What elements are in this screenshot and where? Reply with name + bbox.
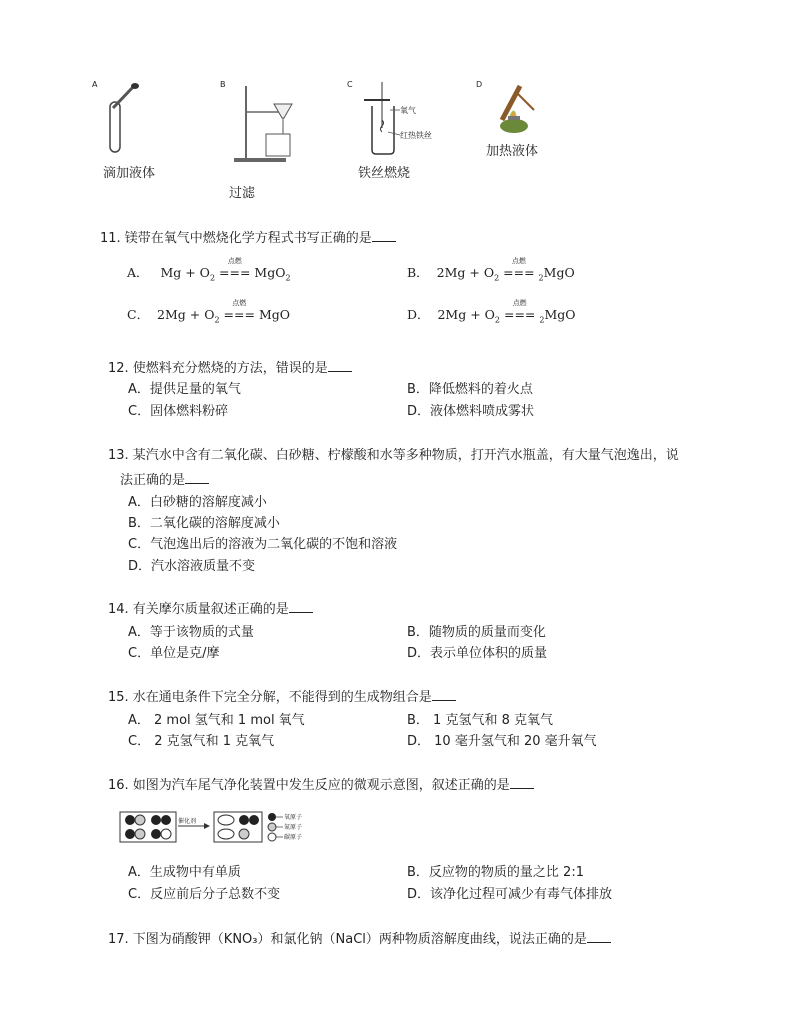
answer-blank [372,229,396,242]
q16-option-a[interactable]: A．生成物中有单质 [128,865,241,880]
q14-option-d[interactable]: D．表示单位体积的质量 [407,646,548,661]
figure-letter-a: A [92,80,98,89]
q11-option-b[interactable]: B． $2Mg + O_2$ 点燃 === $_2$MgO [407,257,575,283]
q12-stem: 12. 使燃料充分燃烧的方法，错误的是 [108,357,352,376]
q14-option-b[interactable]: B．随物质的质量而变化 [407,625,546,640]
q13-option-d[interactable]: D．汽水溶液质量不变 [128,559,256,574]
q11-option-d[interactable]: D． $2Mg + O_2$ 点燃 === $_2$MgO [407,299,576,325]
q14-option-c[interactable]: C．单位是克/摩 [128,646,220,661]
q15-option-c[interactable]: C． 2 克氢气和 1 克氧气 [128,734,275,749]
q13-stem-line2: 法正确的是 [120,469,209,488]
q12-option-c[interactable]: C．固体燃料粉碎 [128,404,229,419]
heating-liquid-figure [490,80,540,136]
answer-blank [587,930,611,943]
figure-letter-d: D [476,80,483,89]
dropper-testtube-figure [98,82,148,154]
figure-letter-c: C [347,80,353,89]
oxygen-callout: 氧气 [400,106,416,115]
q15-stem: 15. 水在通电条件下完全分解，不能得到的生成物组合是 [108,686,456,705]
legend-oxygen-atom: 氧原子 [284,814,303,821]
iron-burning-figure [360,80,440,156]
q13-option-b[interactable]: B．二氧化碳的溶解度减小 [128,516,280,531]
q14-stem: 14. 有关摩尔质量叙述正确的是 [108,598,313,617]
q14-option-a[interactable]: A．等于该物质的式量 [128,625,254,640]
q11-option-a[interactable]: A． $Mg + O_2$ 点燃 === MgO$_2$ [127,257,291,283]
q16-option-b[interactable]: B．反应物的物质的量之比 2:1 [407,865,584,880]
q17-stem: 17. 下图为硝酸钾（KNO₃）和氯化钠（NaCl）两种物质溶解度曲线，说法正确的是 [108,928,611,947]
q11-stem: 11. 镁带在氧气中燃烧化学方程式书写正确的是 [100,227,396,246]
q12-option-a[interactable]: A．提供足量的氧气 [128,382,241,397]
answer-blank [185,471,209,484]
filtration-figure [232,82,302,164]
figure-d-label: 加热液体 [486,144,539,159]
q11-option-c[interactable]: C． $2Mg + O_2$ 点燃 === MgO [127,299,290,325]
q12-option-d[interactable]: D．液体燃料喷成雾状 [407,404,535,419]
q15-option-a[interactable]: A． 2 mol 氢气和 1 mol 氧气 [128,713,305,728]
q13-option-a[interactable]: A．白砂糖的溶解度减小 [128,495,267,510]
legend-carbon-atom: 碳原子 [284,834,303,841]
figure-c-label: 铁丝燃烧 [358,166,411,181]
q15-option-d[interactable]: D． 10 毫升氢气和 20 毫升氧气 [407,734,597,749]
q16-stem: 16. 如图为汽车尾气净化装置中发生反应的微观示意图，叙述正确的是 [108,774,534,793]
catalyst-label: 催化剂 [178,818,197,825]
figure-letter-b: B [220,80,226,89]
answer-blank [289,600,313,613]
micro-reaction-diagram [118,808,338,844]
q15-option-b[interactable]: B． 1 克氢气和 8 克氧气 [407,713,553,728]
legend-nitrogen-atom: 氮原子 [284,824,303,831]
figure-b-label: 过滤 [229,186,256,201]
answer-blank [510,776,534,789]
q16-option-c[interactable]: C．反应前后分子总数不变 [128,887,281,902]
q12-option-b[interactable]: B．降低燃料的着火点 [407,382,533,397]
answer-blank [432,688,456,701]
red-hot-wire-callout: 红热铁丝 [400,131,432,140]
q16-option-d[interactable]: D．该净化过程可减少有毒气体排放 [407,887,613,902]
q13-stem-line1: 13. 某汽水中含有二氧化碳、白砂糖、柠檬酸和水等多种物质，打开汽水瓶盖，有大量气泡逸出，说 [108,448,679,463]
answer-blank [328,359,352,372]
q13-option-c[interactable]: C．气泡逸出后的溶液为二氧化碳的不饱和溶液 [128,537,398,552]
figure-a-label: 滴加液体 [103,166,156,181]
